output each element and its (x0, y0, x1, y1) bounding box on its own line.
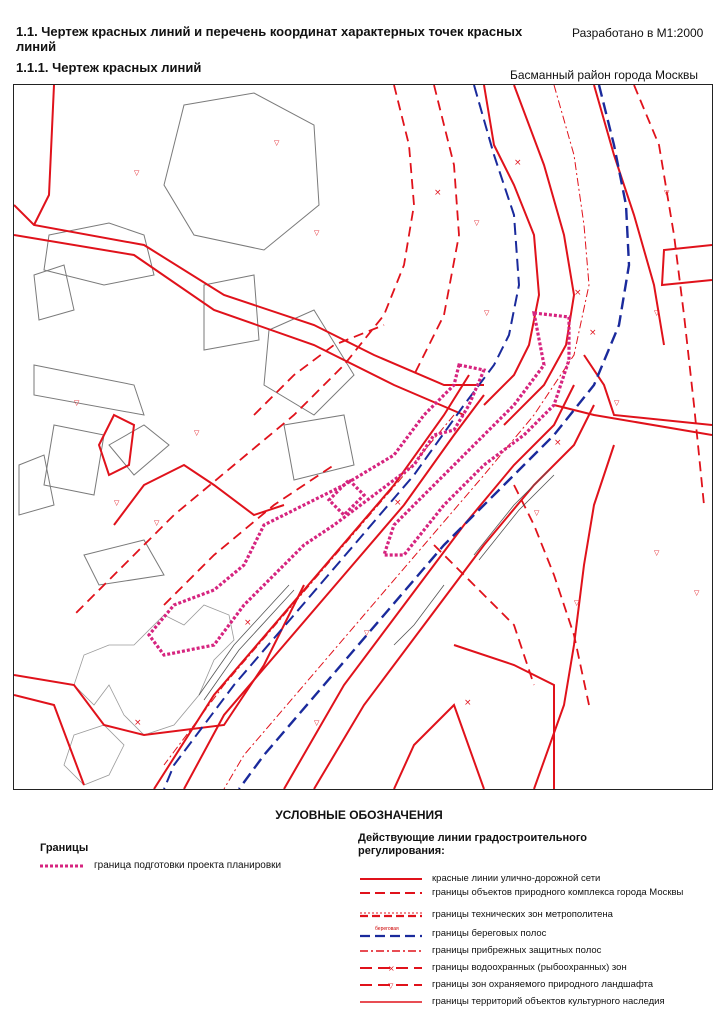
legend-item-metro-zones (360, 910, 710, 920)
legend-item-planning-boundary (40, 860, 281, 871)
district-label: Басманный район города Москвы (510, 68, 699, 82)
red-dash-cross-symbol (360, 963, 422, 973)
red-dashdot-lines (164, 85, 589, 789)
legend-boundaries-heading: Границы (40, 842, 89, 854)
svg-text:▽: ▽ (364, 629, 370, 637)
legend-label: границы прибрежных защитных полос (432, 945, 602, 956)
page-subtitle: 1.1.1. Чертеж красных линий (16, 60, 202, 75)
svg-text:×: × (514, 158, 522, 168)
svg-text:▽: ▽ (574, 599, 580, 607)
svg-text:▽: ▽ (654, 309, 660, 317)
map-drawing (14, 85, 712, 789)
legend-item-red-lines (360, 874, 710, 884)
legend-title: УСЛОВНЫЕ ОБОЗНАЧЕНИЯ (275, 808, 443, 822)
red-dash-dot-symbol (360, 947, 422, 955)
svg-text:▽: ▽ (388, 982, 394, 990)
svg-text:▽: ▽ (194, 429, 200, 437)
svg-text:▽: ▽ (474, 219, 480, 227)
red-metro-dash-symbol (360, 910, 422, 920)
svg-text:▽: ▽ (484, 309, 490, 317)
svg-text:×: × (464, 698, 472, 708)
svg-text:▽: ▽ (694, 589, 700, 597)
shore-tag: береговая (375, 926, 399, 932)
svg-text:×: × (388, 964, 395, 973)
magenta-dotted-symbol (40, 862, 84, 870)
svg-text:▽: ▽ (534, 509, 540, 517)
svg-text:▽: ▽ (314, 229, 320, 237)
legend-label: границы зон охраняемого природного ландшафта (432, 979, 654, 990)
svg-text:▽: ▽ (614, 399, 620, 407)
map-frame[interactable] (13, 84, 713, 790)
legend-label: границы береговых полос (432, 928, 547, 939)
legend-label: границы объектов природного комплекса города Москвы (432, 887, 684, 898)
svg-text:×: × (244, 618, 252, 628)
svg-text:×: × (434, 188, 442, 198)
legend-item-coastal-protective (360, 946, 710, 956)
page-title: 1.1. Чертеж красных линий и перечень координат характерных точек красных линий (16, 24, 523, 54)
legend-item-heritage (360, 997, 710, 1007)
svg-text:▽: ▽ (134, 169, 140, 177)
legend-label: границы технических зон метрополитена (432, 909, 613, 920)
building-outlines (19, 93, 354, 585)
svg-text:×: × (589, 328, 597, 338)
svg-text:▽: ▽ (74, 399, 80, 407)
legend-regulation-heading: Действующие линии градостроительного регулирования: (358, 832, 588, 857)
svg-text:▽: ▽ (154, 519, 160, 527)
legend-item-natural-complex (360, 888, 710, 898)
cross-markers (134, 158, 597, 728)
red-solid-thin-symbol (360, 998, 422, 1006)
svg-text:×: × (394, 498, 402, 508)
park-outline (64, 605, 234, 785)
svg-text:×: × (134, 718, 142, 728)
shore-strip-line-2 (164, 85, 519, 789)
svg-text:▽: ▽ (314, 719, 320, 727)
scale-note: Разработано в М1:2000 (572, 26, 704, 40)
svg-text:▽: ▽ (274, 139, 280, 147)
red-dash-triangle-symbol (360, 980, 422, 990)
legend-label: граница подготовки проекта планировки (94, 860, 282, 871)
legend-label: границы водоохранных (рыбоохранных) зон (432, 962, 627, 973)
solid-red-symbol (360, 875, 422, 883)
svg-text:▽: ▽ (654, 549, 660, 557)
legend-item-landscape-zones (360, 980, 710, 990)
legend-label: красные линии улично-дорожной сети (432, 873, 601, 884)
svg-text:▽: ▽ (114, 499, 120, 507)
svg-text:×: × (554, 438, 562, 448)
legend-item-shore-strips (360, 928, 710, 940)
red-long-dash-symbol (360, 889, 422, 897)
svg-text:▽: ▽ (664, 189, 670, 197)
red-lines (14, 85, 712, 789)
legend-item-water-protection (360, 963, 710, 973)
triangle-markers (74, 139, 700, 727)
legend-label: границы территорий объектов культурного наследия (432, 996, 665, 1007)
svg-text:×: × (574, 288, 582, 298)
